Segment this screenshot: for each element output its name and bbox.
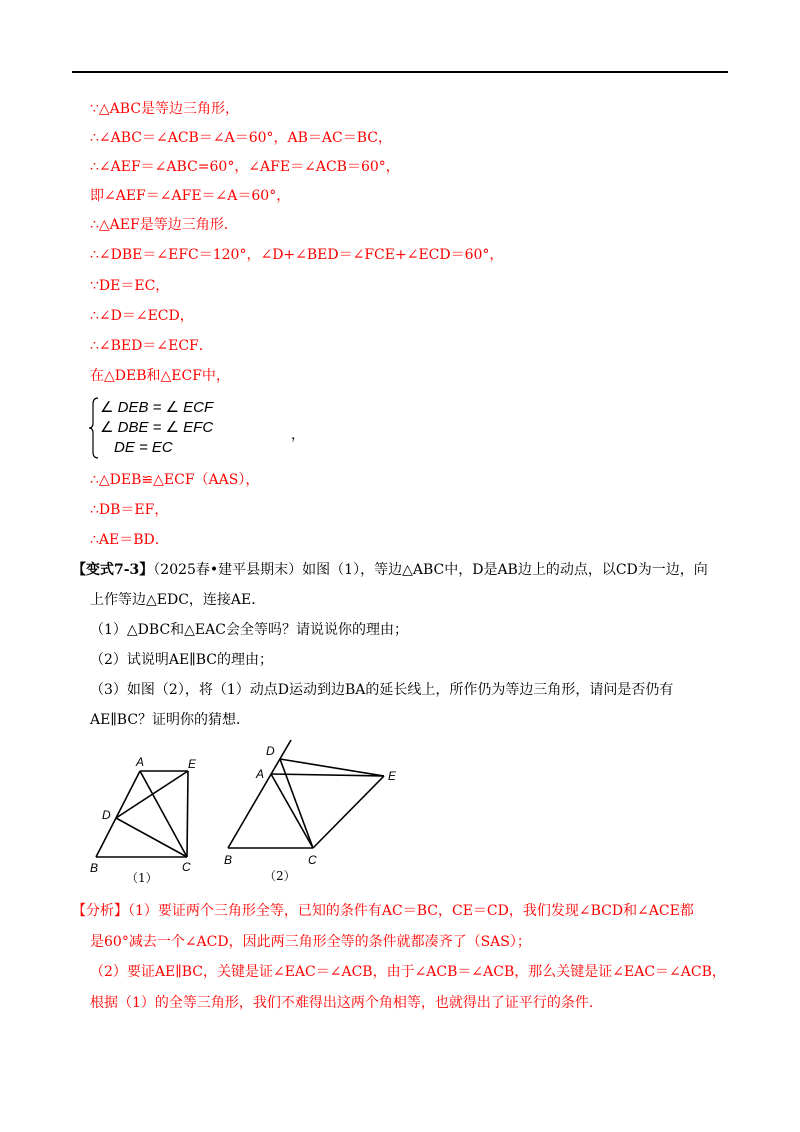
question-1: （1）△DBC和△EAC会全等吗？请说说你的理由； bbox=[90, 622, 408, 638]
label-e: E bbox=[388, 769, 397, 783]
label-d: D bbox=[102, 808, 111, 822]
analysis-line: 是60°减去一个∠ACD，因此两三角形全等的条件就都凑齐了（SAS）； bbox=[90, 934, 531, 950]
solution-line: ∴∠BED＝∠ECF． bbox=[90, 338, 213, 354]
question-3: （3）如图（2），将（1）动点D运动到边BA的延长线上，所作仍为等边三角形，请问是否仍有 bbox=[90, 682, 674, 698]
solution-line: ∴∠DBE＝∠EFC＝120°，∠D+∠BED＝∠FCE+∠ECD＝60°， bbox=[90, 247, 504, 263]
solution-line: ∴∠D＝∠ECD， bbox=[90, 308, 194, 324]
question-2: （2）试说明AE∥BC的理由； bbox=[90, 652, 273, 668]
figure-2-caption: （2） bbox=[264, 869, 296, 883]
label-a: A bbox=[136, 755, 145, 769]
left-brace-icon bbox=[88, 396, 100, 460]
conclusion-line: ∴DB＝EF， bbox=[90, 502, 169, 518]
figure-1 bbox=[84, 754, 214, 890]
equation-comma: ， bbox=[291, 427, 305, 443]
label-b: B bbox=[224, 853, 233, 867]
label-e: E bbox=[188, 757, 197, 771]
problem-tag: 【变式7-3】 bbox=[72, 562, 154, 578]
solution-line: ∴∠ABC＝∠ACB＝∠A＝60°，AB＝AC＝BC， bbox=[90, 130, 392, 146]
label-a: A bbox=[256, 767, 265, 781]
equation-system bbox=[88, 396, 305, 460]
figure-2 bbox=[218, 738, 418, 888]
analysis-line: 【分析】（1）要证两个三角形全等，已知的条件有AC＝BC，CE＝CD，我们发现∠BCD和∠ACE都 bbox=[72, 903, 694, 919]
solution-line: 即∠AEF＝∠AFE＝∠A＝60°， bbox=[90, 188, 291, 204]
label-d: D bbox=[266, 744, 275, 758]
problem-line bbox=[72, 560, 708, 580]
problem-line: 上作等边△EDC，连接AE． bbox=[90, 592, 266, 608]
analysis-line: 根据（1）的全等三角形，我们不难得出这两个角相等，也就得出了证平行的条件． bbox=[90, 995, 603, 1011]
question-3-cont: AE∥BC？证明你的猜想． bbox=[90, 712, 251, 728]
label-b: B bbox=[90, 861, 99, 875]
solution-line: 在△DEB和△ECF中， bbox=[90, 368, 230, 384]
figure-1-caption: （1） bbox=[126, 871, 158, 885]
header-rule bbox=[72, 71, 728, 73]
label-c: C bbox=[182, 860, 191, 874]
equation-row: ∠ DEB = ∠ ECF bbox=[100, 399, 214, 416]
conclusion-line: ∴AE＝BD． bbox=[90, 532, 169, 548]
equation-row: ∠ DBE = ∠ EFC bbox=[100, 419, 214, 436]
conclusion-line: ∴△DEB≌△ECF（AAS）， bbox=[90, 472, 260, 488]
solution-line: ∴∠AEF＝∠ABC=60°，∠AFE＝∠ACB＝60°， bbox=[90, 159, 400, 175]
solution-line: ∵△ABC是等边三角形， bbox=[90, 101, 240, 117]
equation-row: DE = EC bbox=[114, 439, 173, 456]
solution-line: ∴△AEF是等边三角形． bbox=[90, 217, 238, 233]
problem-text: （2025春•建平县期末）如图（1），等边△ABC中，D是AB边上的动点，以CD为一边，向 bbox=[153, 562, 708, 578]
analysis-line: （2）要证AE∥BC，关键是证∠EAC＝∠ACB，由于∠ACB＝∠ACB，那么关键是证∠EAC＝∠ACB， bbox=[90, 964, 726, 980]
solution-line: ∵DE＝EC， bbox=[90, 278, 170, 294]
label-c: C bbox=[308, 853, 317, 867]
